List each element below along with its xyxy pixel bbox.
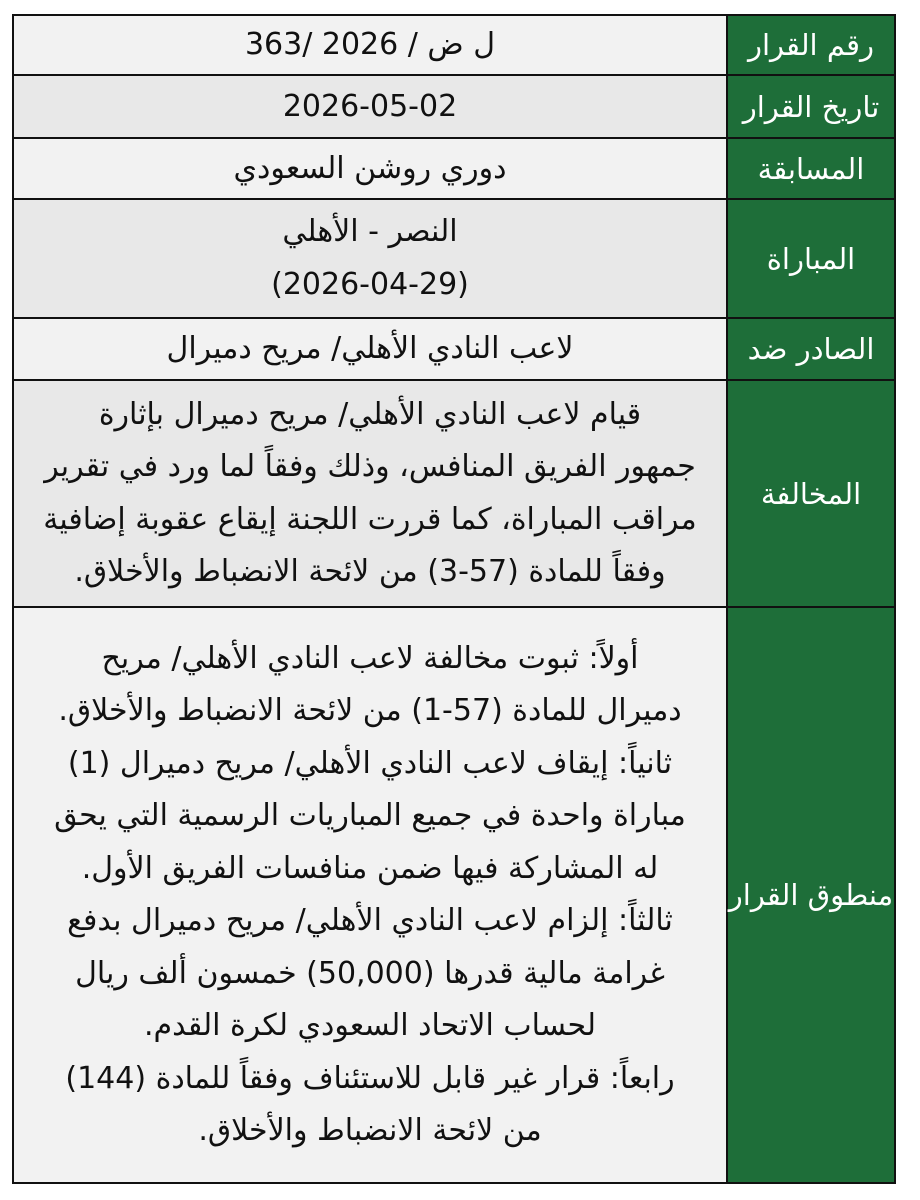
value-violation bbox=[13, 380, 727, 607]
operative-line: أولاً: ثبوت مخالفة لاعب النادي الأهلي/ مريح bbox=[101, 640, 639, 676]
violation-line: قيام لاعب النادي الأهلي/ مريح دميرال بإثارة bbox=[98, 396, 642, 432]
operative-line: لحساب الاتحاد السعودي لكرة القدم. bbox=[144, 1008, 596, 1043]
violation-line: وفقاً للمادة (57-3) من لائحة الانضباط والأخلاق. bbox=[74, 554, 666, 589]
value-issued-against: لاعب النادي الأهلي/ مريح دميرال bbox=[13, 318, 727, 380]
row-decision-number bbox=[13, 15, 895, 75]
value-operative-part bbox=[13, 607, 727, 1183]
match-teams: النصر - الأهلي bbox=[282, 214, 458, 249]
label-competition: المسابقة bbox=[727, 138, 895, 199]
violation-line: جمهور الفريق المنافس، وذلك وفقاً لما ورد في تقرير bbox=[44, 449, 696, 484]
label-violation: المخالفة bbox=[727, 380, 895, 607]
row-match bbox=[13, 199, 895, 318]
row-operative-part bbox=[13, 607, 895, 1183]
value-competition: دوري روشن السعودي bbox=[13, 138, 727, 199]
operative-line: من لائحة الانضباط والأخلاق. bbox=[198, 1113, 542, 1148]
operative-line: مباراة واحدة في جميع المباريات الرسمية التي يحق bbox=[54, 798, 686, 833]
violation-line: مراقب المباراة، كما قررت اللجنة إيقاع عقوبة إضافية bbox=[43, 501, 697, 537]
row-competition bbox=[13, 138, 895, 199]
match-date: (2026-04-29) bbox=[271, 266, 469, 302]
operative-line: دميرال للمادة (57-1) من لائحة الانضباط والأخلاق. bbox=[58, 693, 682, 728]
operative-line: غرامة مالية قدرها (50,000) خمسون ألف ريال bbox=[75, 955, 665, 991]
operative-line: ثانياً: إيقاف لاعب النادي الأهلي/ مريح دميرال (1) bbox=[67, 745, 673, 781]
label-decision-date: تاريخ القرار bbox=[727, 75, 895, 138]
decision-table bbox=[12, 14, 896, 1184]
row-issued-against bbox=[13, 318, 895, 380]
operative-line: رابعاً: قرار غير قابل للاستئناف وفقاً للمادة (144) bbox=[65, 1060, 675, 1096]
value-match bbox=[13, 199, 727, 318]
label-decision-number: رقم القرار bbox=[727, 15, 895, 75]
label-issued-against: الصادر ضد bbox=[727, 318, 895, 380]
operative-line: له المشاركة فيها ضمن منافسات الفريق الأول. bbox=[81, 850, 659, 886]
value-decision-number: 363/ ل ض / 2026 bbox=[13, 15, 727, 75]
row-violation bbox=[13, 380, 895, 607]
operative-line: ثالثاً: إلزام لاعب النادي الأهلي/ مريح دميرال بدفع bbox=[67, 903, 673, 938]
row-decision-date bbox=[13, 75, 895, 138]
label-match: المباراة bbox=[727, 199, 895, 318]
value-decision-date: 2026-05-02 bbox=[13, 75, 727, 138]
label-operative-part: منطوق القرار bbox=[727, 607, 895, 1183]
